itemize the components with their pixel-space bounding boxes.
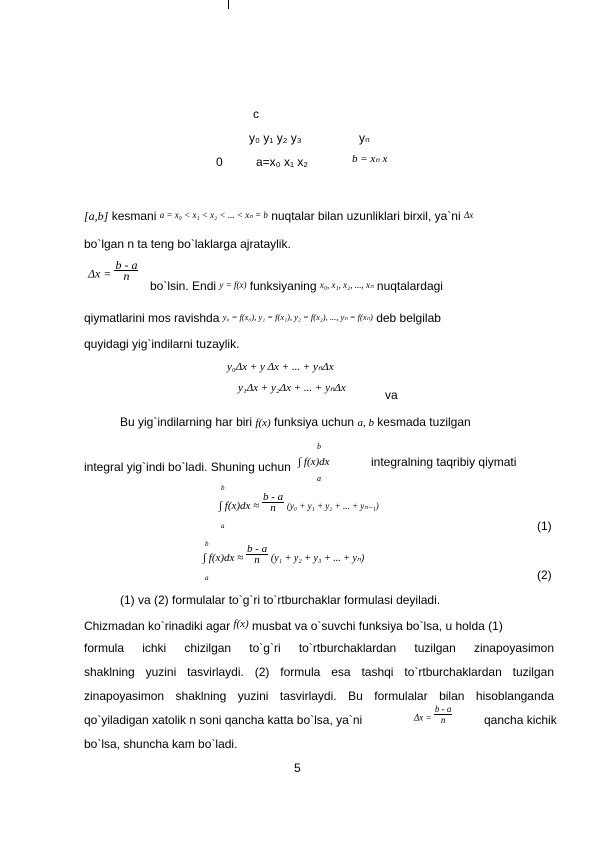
- paragraph-line-9: [84, 617, 554, 633]
- paragraph-line-8: (1) va (2) formulalar to`g`ri to`rtburchaklar formulasi deyiladi.: [120, 593, 441, 607]
- text-kesmada-tuzilgan: kesmada tuzilgan: [377, 415, 471, 429]
- paragraph-line-12: zinapoyasimon shaklning yuzini tasvirlaydi. Bu formulalar bilan hisoblanganda: [84, 689, 554, 703]
- integral-sum-1: y₀Δx + y Δx + ... + yₙΔx: [227, 361, 334, 373]
- formula-2-fraction: [246, 544, 268, 565]
- delta-x-equation: [88, 260, 138, 281]
- figure-b-label: b = xₙ x: [352, 153, 388, 165]
- function-fx: f(x): [255, 417, 271, 429]
- paragraph-line-6: [120, 415, 554, 430]
- function-fx-2: f(x): [233, 618, 249, 630]
- text-musbat: musbat va o`suvchi funksiya bo`lsa, u holda (1): [252, 619, 503, 633]
- formula-1-rhs: (y₀ + y₁ + y₂ + ... + yₙ₋₁): [286, 501, 379, 512]
- formula-1-fraction: [262, 492, 284, 513]
- text-kesmani: kesmani: [111, 209, 157, 223]
- formula-1-lower-limit: a: [221, 522, 225, 530]
- delta-x: Δx: [463, 210, 474, 220]
- text-bolsin: bo`lsin. Endi: [150, 279, 217, 293]
- delta-x-label: Δx =: [88, 266, 112, 281]
- figure-x-labels: a=x₀ x₁ x₂: [256, 155, 309, 169]
- formula-2-numerator: b - a: [246, 543, 268, 555]
- partition-points: x₀, x₁, x₂, ..., xₙ: [319, 280, 374, 290]
- integral-lower-limit: a: [317, 474, 321, 483]
- integral-sum-2: y₁Δx + y₂Δx + ... + yₙΔx: [238, 382, 346, 394]
- formula-1-numerator: b - a: [262, 491, 284, 503]
- paragraph-line-3: [150, 278, 554, 293]
- formula-1-lhs: ∫ f(x)dx ≈: [219, 500, 260, 513]
- text-nuqtalardagi: nuqtalardagi: [376, 279, 443, 293]
- formula-2-denominator: n: [254, 554, 260, 566]
- paragraph-line-10: formula ichki chizilgan to`g`ri to`rtburchaklardan tuzilgan zinapoyasimon: [84, 641, 554, 655]
- figure-axis-tick: [228, 0, 229, 9]
- function-equation: y = f(x): [219, 280, 247, 290]
- text-bu-yigindilarning: Bu yig`indilarning har biri: [120, 415, 253, 429]
- formula-1: [219, 492, 379, 513]
- formula-1-denominator: n: [270, 502, 276, 514]
- paragraph-line-1: [84, 208, 554, 223]
- function-values: y₀ = f(x₀), y₁ = f(x₁), y₂ = f(x₂), ..., yₙ = f(xₙ): [222, 312, 373, 322]
- text-qancha-kichik: qancha kichik: [484, 713, 557, 727]
- integral-upper-limit: b: [317, 442, 321, 451]
- formula-2-lhs: ∫ f(x)dx ≈: [203, 552, 244, 565]
- paragraph-line-5: quyidagi yig`indilarni tuzaylik.: [84, 337, 240, 351]
- text-integralning-taqribiy: integralning taqribiy qiymati: [371, 455, 517, 469]
- delta-x-inline-equation: [414, 704, 452, 725]
- delta-x-inline-fraction: [434, 704, 453, 725]
- formula-2-lower-limit: a: [205, 574, 209, 582]
- text-nuqtalar: nuqtalar bilan uzunliklari birxil, ya`ni: [271, 209, 461, 223]
- figure-yn-label: yₙ: [359, 131, 370, 145]
- text-funksiyaning: funksiyaning: [249, 279, 317, 293]
- text-qoyiladigan: qo`yiladigan xatolik n soni qancha katta bo`lsa, ya`ni: [84, 713, 363, 727]
- inline-denominator: n: [440, 715, 446, 725]
- text-va: va: [385, 388, 398, 402]
- formula-1-upper-limit: b: [221, 484, 225, 492]
- fraction-numerator: b - a: [115, 258, 138, 272]
- inline-numerator: b - a: [434, 704, 452, 714]
- definite-integral: ∫ f(x)dx: [298, 456, 330, 468]
- formula-1-number: (1): [537, 519, 552, 533]
- paragraph-line-4: [84, 310, 554, 325]
- formula-2-upper-limit: b: [205, 540, 209, 548]
- figure-label-c: c: [253, 107, 259, 121]
- paragraph-line-11: shaklning yuzini tasvirlaydi. (2) formula esa tashqi to`rtburchaklardan tuzilgan: [84, 665, 554, 679]
- figure-y-labels: y₀ y₁ y₂ y₃: [249, 131, 302, 145]
- interval-a-b: a, b: [357, 417, 374, 429]
- text-chizmadan: Chizmadan ko`rinadiki agar: [84, 619, 231, 633]
- paragraph-line-14: bo`lsa, shuncha kam bo`ladi.: [84, 737, 238, 751]
- text-qiymatlarini: qiymatlarini mos ravishda: [84, 311, 220, 325]
- text-deb-belgilab: deb belgilab: [376, 311, 441, 325]
- paragraph-line-2: bo`lgan n ta teng bo`laklarga ajrataylik.: [84, 237, 291, 251]
- delta-x-fraction: [114, 260, 138, 281]
- figure-zero-label: 0: [216, 155, 223, 169]
- formula-2-number: (2): [537, 568, 552, 582]
- interval-ab: [a,b]: [84, 209, 109, 223]
- formula-2: [203, 544, 364, 566]
- formula-2-rhs: (y₁ + y₂ + y₃ + ... + yₙ): [270, 553, 365, 565]
- fraction-denominator: n: [123, 269, 130, 283]
- text-integral-yigindi: integral yig`indi bo`ladi. Shuning uchun: [84, 460, 291, 474]
- delta-x-inline-label: Δx =: [414, 712, 432, 723]
- page-number: 5: [294, 761, 301, 775]
- partition-inequality: a = x₀ < x₁ < x₂ < ... < xₙ = b: [159, 210, 268, 220]
- text-funksiya-uchun: funksiya uchun: [274, 415, 355, 429]
